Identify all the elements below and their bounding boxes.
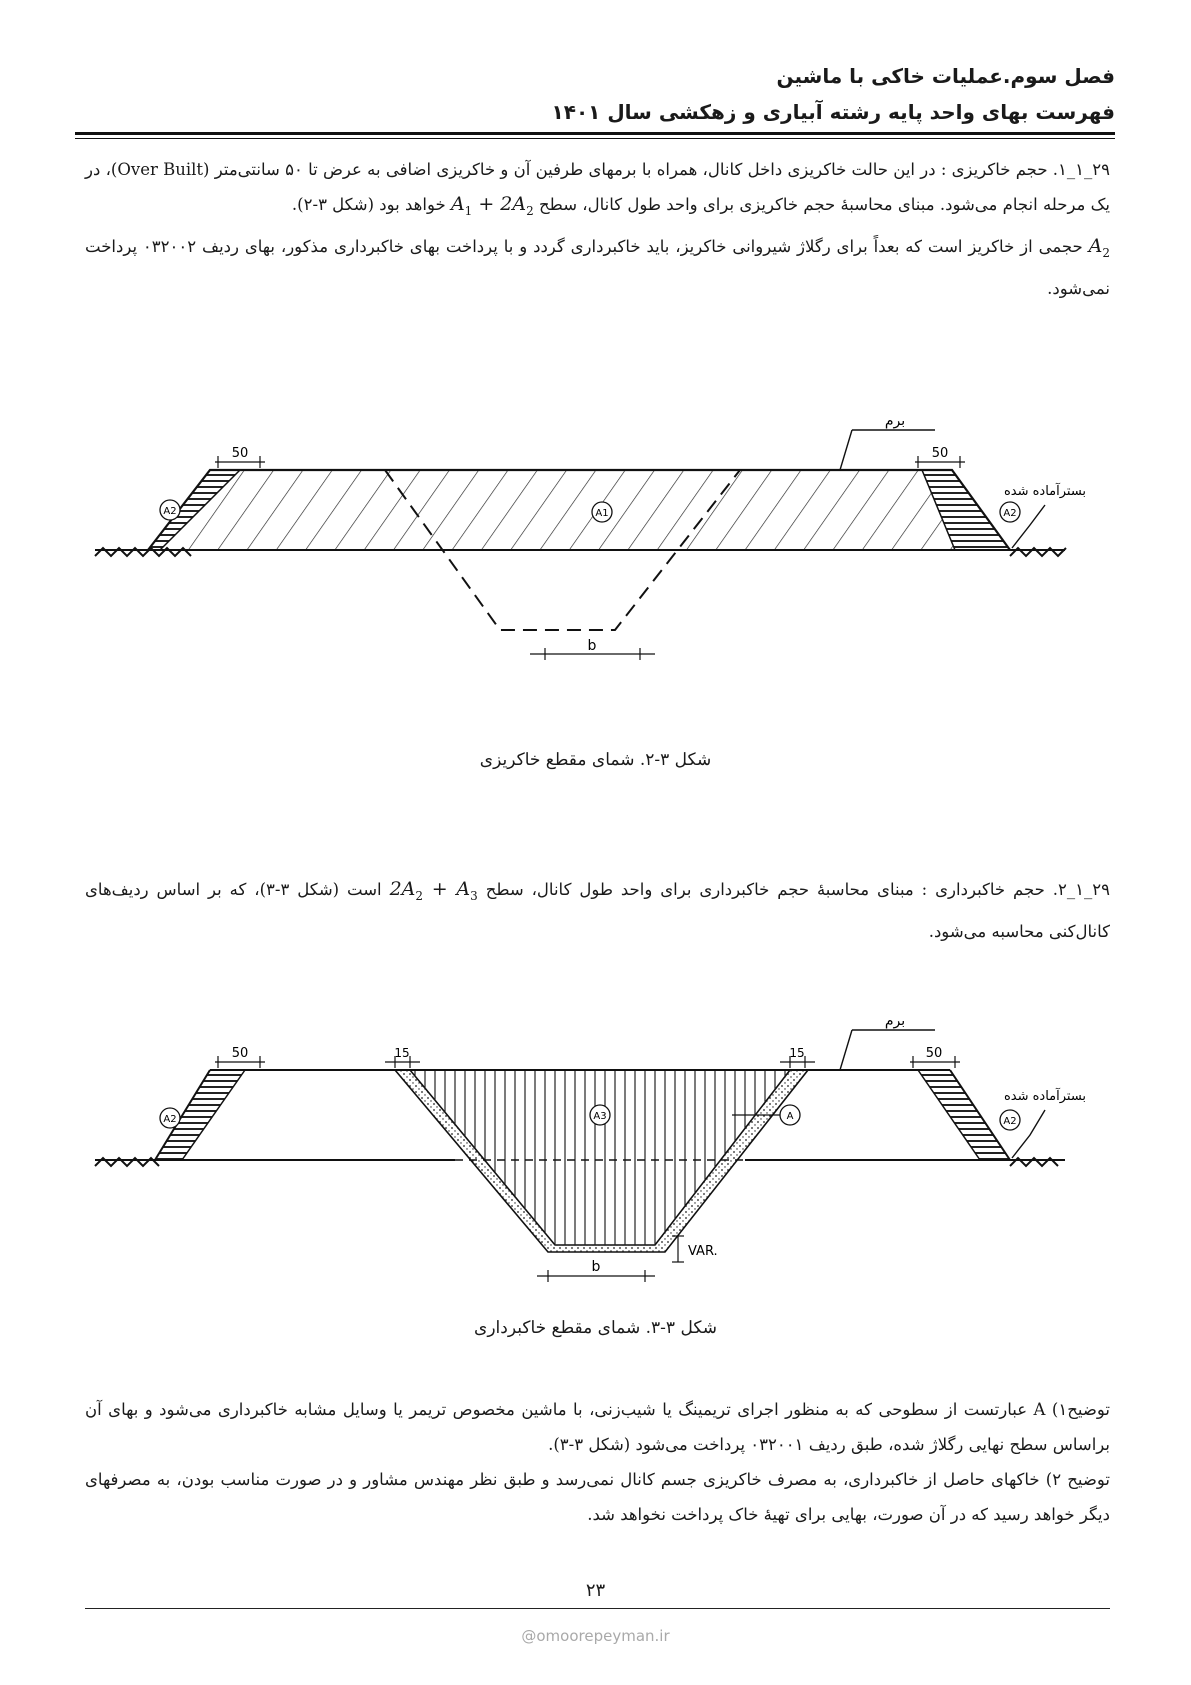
dim-50-left: 50 <box>231 446 249 461</box>
a3-marker-label: A3 <box>593 1111 607 1122</box>
section-2-formula: $2A_2 + A_3$ <box>389 878 478 903</box>
berm-label: برم <box>884 1013 906 1029</box>
a1-marker-label: A1 <box>595 508 609 519</box>
dim-50-right: 50 <box>931 446 949 461</box>
header-rule-thin <box>75 138 1115 139</box>
section-1-a2-paragraph <box>85 229 1110 306</box>
a2-symbol: $A_2$ <box>1088 234 1110 260</box>
dim-50-right: 50 <box>925 1046 943 1061</box>
section-1-formula: $A_1 + 2A_2$ <box>450 193 534 218</box>
page-header <box>75 58 1115 130</box>
watermark-url: @omoorepeyman.ir <box>521 1627 670 1645</box>
section-1-fill-volume <box>85 152 1110 306</box>
header-rule-thick <box>75 132 1115 135</box>
berm-label: برم <box>884 413 906 429</box>
dim-15-right: 15 <box>789 1046 805 1060</box>
note-2: توضیح ۲) خاکهای حاصل از خاکبرداری، به مصرف خاکریزی جسم کانال نمی‌رسد و طبق نظر مهندس مشاور و در صورت مناسب بودن، به مصرفهای دیگر خواهد رسید که در آن صورت، بهایی برای تهیهٔ خاک پرداخت نخواهد شد. <box>85 1470 1110 1524</box>
a2-right-marker-label: A2 <box>1003 1116 1017 1127</box>
notes-block <box>85 1392 1110 1532</box>
a-marker-label: A <box>786 1111 794 1122</box>
footer-rule <box>85 1608 1110 1609</box>
section-2-text-a: ۲۹_۱_۲. حجم خاکبرداری : مبنای محاسبهٔ حجم خاکبرداری برای واحد طول کانال، سطح <box>485 880 1111 899</box>
figure-1-caption: شکل ۳-۲. شمای مقطع خاکریزی <box>479 750 712 770</box>
section-2-paragraph <box>85 872 1110 949</box>
dim-b-label: b <box>587 638 597 654</box>
a2-right-marker-label: A2 <box>1003 508 1017 519</box>
figure-fill-cross-section <box>0 400 1191 680</box>
ground-mark-right <box>1010 1158 1058 1166</box>
section-2-excavation-volume <box>85 872 1110 949</box>
dim-b-label: b <box>591 1259 601 1275</box>
section-1-text-c: حجمی از خاکریز است که بعداً برای رگلاژ شیروانی خاکریز، باید خاکبرداری گردد و با پرداخت بهای خاکبرداری مذکور، بهای ردیف ۰۳۲۰۰۲ پرداخت نمی‌شود. <box>85 236 1110 298</box>
a2-left-marker-label: A2 <box>163 506 177 517</box>
prepared-bed-label: بسترآماده شده <box>1003 1089 1087 1104</box>
note-1: توضیح۱) A عبارتست از سطوحی که به منظور اجرای تریمینگ یا شیب‌زنی، با ماشین مخصوص تریمر یا وسایل مشابه خاکبرداری می‌شود و بهای آن براساس سطح نهایی رگلاژ شده، طبق ردیف ۰۳۲۰۰۱ پرداخت می‌شود (شکل ۳-۳). <box>85 1400 1110 1454</box>
section-1-paragraph <box>85 152 1110 229</box>
dim-15-left: 15 <box>394 1046 410 1060</box>
a1-region <box>140 460 1040 560</box>
a2-left-marker-label: A2 <box>163 1114 177 1125</box>
berm-leader <box>840 430 852 470</box>
berm-leader <box>840 1030 852 1070</box>
section-1-text-a: ۲۹_۱_۱. حجم خاکریزی : در این حالت خاکریزی داخل کانال، همراه با برمهای طرفین آن و خاکریزی اضافی به عرض تا ۵۰ سانتی‌متر (Over Built)، در یک مرحله انجام می‌شود. مبنای محاسبهٔ حجم خاکریزی برای واحد طول کانال، سطح <box>85 160 1111 214</box>
dim-50-left: 50 <box>231 1046 249 1061</box>
figure-2-caption: شکل ۳-۳. شمای مقطع خاکبرداری <box>474 1318 717 1338</box>
prepared-bed-label: بسترآماده شده <box>1003 484 1087 499</box>
section-1-text-b: خواهد بود (شکل ۳-۲). <box>291 195 446 214</box>
page-number: ۲۳ <box>585 1580 606 1601</box>
figure-excavation-cross-section <box>0 1000 1191 1300</box>
chapter-title: فصل سوم.عملیات خاکی با ماشین <box>776 64 1115 88</box>
document-title: فهرست بهای واحد پایه رشته آبیاری و زهکشی سال ۱۴۰۱ <box>551 100 1115 124</box>
section-2-text-b: است (شکل ۳-۳)، که بر اساس ردیف‌های کانال‌کنی محاسبه می‌شود. <box>85 880 1110 941</box>
dim-var-label: VAR. <box>688 1244 718 1259</box>
